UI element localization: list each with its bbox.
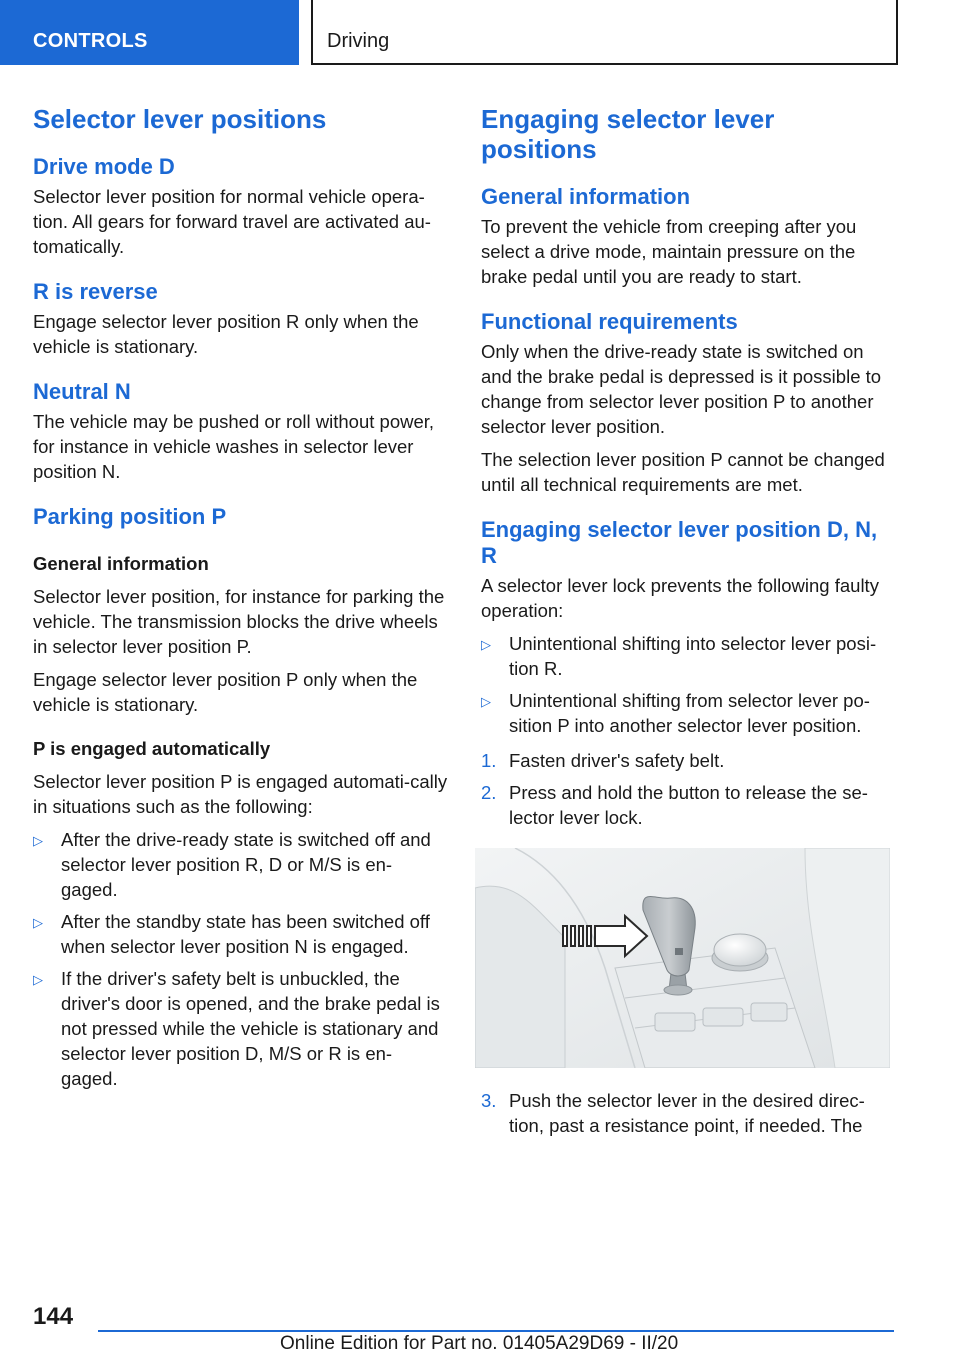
functional-section (481, 309, 893, 497)
step-item (481, 748, 893, 773)
neutral-text: The vehicle may be pushed or roll without power, for instance in vehicle washes in selector lever position N. (33, 411, 435, 482)
list-item-text: Unintentional shifting from selector lever po-sition P into another selector lever position. (509, 690, 870, 736)
engaging-steps (481, 748, 893, 830)
reverse-section (33, 279, 448, 359)
neutral-heading: Neutral N (33, 379, 131, 404)
header-chapter-box (311, 0, 898, 65)
left-column (33, 100, 448, 1101)
footer-divider (98, 1330, 894, 1332)
list-item (481, 631, 893, 681)
step-text: Push the selector lever in the desired direc-tion, past a resistance point, if needed. The (509, 1090, 865, 1136)
page-number: 144 (33, 1303, 74, 1330)
triangle-bullet-icon: ▷ (33, 833, 43, 848)
list-item (33, 827, 448, 902)
triangle-bullet-icon: ▷ (481, 637, 491, 652)
functional-text-2: The selection lever position P cannot be changed until all technical requirements are met. (481, 449, 885, 495)
step-text: Fasten driver's safety belt. (509, 750, 725, 771)
triangle-bullet-icon: ▷ (33, 972, 43, 987)
parking-general-text-2: Engage selector lever position P only when the vehicle is stationary. (33, 669, 418, 715)
step-number: 3. (481, 1090, 497, 1111)
parking-section (33, 504, 448, 1091)
step-item (481, 1088, 893, 1138)
list-item-text: Unintentional shifting into selector lever posi-tion R. (509, 633, 877, 679)
list-item-text: If the driver's safety belt is unbuckled, the driver's door is opened, and the brake pedal is not pressed while the vehicle is stationary and selector lever position D, M/S or R is en-gaged. (61, 968, 440, 1089)
list-item (33, 909, 448, 959)
list-item (33, 966, 448, 1091)
neutral-section (33, 379, 448, 484)
functional-text-1: Only when the drive-ready state is switched on and the brake pedal is depressed is it possible to change from selector lever position P to another selector lever position. (481, 341, 882, 437)
right-general-section (481, 184, 893, 289)
selector-lever-illustration (475, 848, 890, 1068)
engaging-bullets (481, 631, 893, 738)
parking-auto-bullets (33, 827, 448, 1091)
list-item-text: After the drive-ready state is switched off and selector lever position R, D or M/S is en-gaged. (61, 829, 431, 900)
functional-heading: Functional requirements (481, 309, 738, 334)
step-text: Press and hold the button to release the se-lector lever lock. (509, 782, 868, 828)
triangle-bullet-icon: ▷ (33, 915, 43, 930)
step-number: 1. (481, 750, 497, 771)
right-title: Engaging selector lever positions (481, 104, 775, 164)
engaging-text: A selector lever lock prevents the following faulty operation: (481, 575, 879, 621)
reverse-heading: R is reverse (33, 279, 158, 304)
list-item-text: After the standby state has been switched off when selector lever position N is engaged. (61, 911, 430, 957)
drive-mode-heading: Drive mode D (33, 154, 175, 179)
step-item (481, 780, 893, 830)
drive-mode-text: Selector lever position for normal vehicle opera-tion. All gears for forward travel are activated au-tomatically. (33, 186, 431, 257)
engaging-section (481, 517, 893, 1138)
left-title: Selector lever positions (33, 104, 327, 134)
right-general-text: To prevent the vehicle from creeping after you select a drive mode, maintain pressure on the brake pedal until you are ready to start. (481, 216, 857, 287)
parking-heading: Parking position P (33, 504, 227, 529)
header-section-label: CONTROLS (33, 30, 148, 52)
header-chapter-label: Driving (327, 30, 390, 52)
right-column (481, 100, 893, 1148)
header-section-tab (0, 0, 299, 65)
parking-general-heading: General information (33, 553, 209, 574)
reverse-text: Engage selector lever position R only when the vehicle is stationary. (33, 311, 419, 357)
parking-general-text-1: Selector lever position, for instance for parking the vehicle. The transmission blocks the drive wheels in selector lever position P. (33, 586, 445, 657)
right-general-heading: General information (481, 184, 691, 209)
step-number: 2. (481, 782, 497, 803)
footer-edition: Online Edition for Part no. 01405A29D69 - II/20 (280, 1333, 679, 1354)
selector-lever-drawing (475, 848, 890, 1068)
parking-auto-heading: P is engaged automatically (33, 738, 271, 759)
drive-mode-section (33, 154, 448, 259)
engaging-steps-continued (481, 1088, 893, 1138)
parking-auto-text: Selector lever position P is engaged automati-cally in situations such as the following: (33, 771, 448, 817)
triangle-bullet-icon: ▷ (481, 694, 491, 709)
engaging-heading: Engaging selector lever position D, N, R (481, 517, 878, 568)
list-item (481, 688, 893, 738)
